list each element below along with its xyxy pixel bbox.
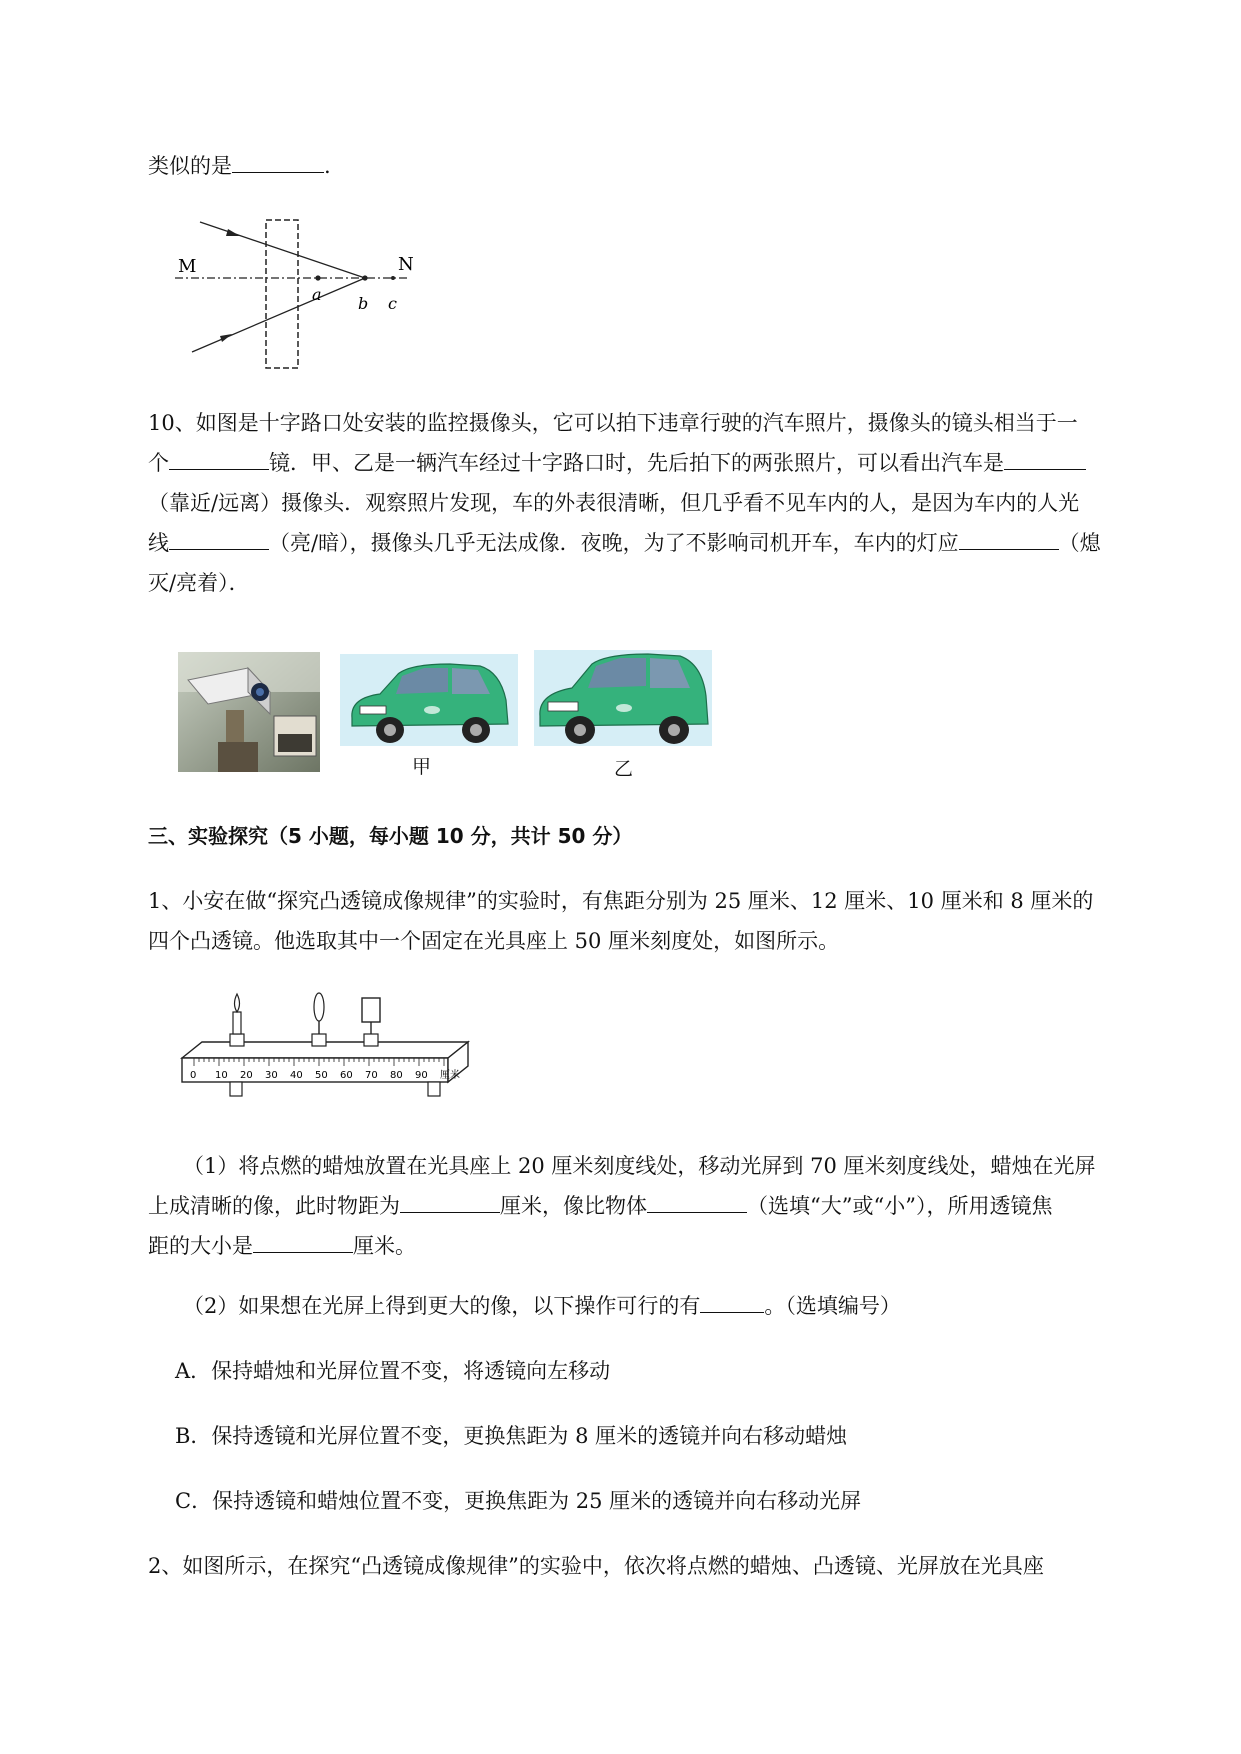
- caption-yi: 乙: [614, 758, 634, 780]
- answer-blank[interactable]: [232, 152, 324, 173]
- answer-blank[interactable]: [400, 1192, 500, 1213]
- answer-blank[interactable]: [169, 529, 269, 550]
- label-a: a: [312, 285, 322, 304]
- q10-line-2: 个 镜．甲、乙是一辆汽车经过十字路口时，先后拍下的两张照片，可以看出汽车是: [148, 449, 1086, 477]
- e2-line-1: 2、如图所示，在探究“凸透镜成像规律”的实验中，依次将点燃的蜡烛、凸透镜、光屏放在光具座: [148, 1554, 1044, 1578]
- scale-label: 80: [390, 1070, 403, 1081]
- answer-blank[interactable]: [959, 529, 1059, 550]
- answer-blank[interactable]: [700, 1292, 764, 1313]
- scale-label: 60: [340, 1070, 353, 1081]
- option-b: B．保持透镜和光屏位置不变，更换焦距为 8 厘米的透镜并向右移动蜡烛: [175, 1424, 848, 1448]
- option-a: A．保持蜡烛和光屏位置不变，将透镜向左移动: [175, 1359, 611, 1383]
- answer-blank[interactable]: [169, 449, 269, 470]
- label-b: b: [358, 294, 369, 313]
- option-c: C．保持透镜和蜡烛位置不变，更换焦距为 25 厘米的透镜并向右移动光屏: [175, 1489, 862, 1513]
- label-n: N: [398, 254, 414, 275]
- answer-blank[interactable]: [253, 1232, 353, 1253]
- optical-bench-diagram: [178, 990, 478, 1110]
- scale-label: 50: [315, 1070, 328, 1081]
- scale-label: 20: [240, 1070, 253, 1081]
- scale-label: 厘米: [440, 1070, 460, 1081]
- e1-part1-line-3: 距的大小是 厘米。: [148, 1234, 416, 1258]
- answer-blank[interactable]: [647, 1192, 747, 1213]
- q10-line-4: 线 （亮/暗），摄像头几乎无法成像．夜晚，为了不影响司机开车，车内的灯应 （熄: [148, 531, 1101, 555]
- e1-line-1: 1、小安在做“探究凸透镜成像规律”的实验时，有焦距分别为 25 厘米、12 厘米、10 厘米和 8 厘米的: [148, 889, 1094, 913]
- e1-part1-line-2: 上成清晰的像，此时物距为 厘米，像比物体 （选填“大”或“小”），所用透镜焦: [148, 1194, 1053, 1218]
- q10-line-5: 灭/亮着）．: [148, 571, 250, 595]
- scale-label: 90: [415, 1070, 428, 1081]
- car-photo-yi: [534, 650, 712, 746]
- e1-part1-line-1: （1）将点燃的蜡烛放置在光具座上 20 厘米刻度线处，移动光屏到 70 厘米刻度线处，蜡烛在光屏: [183, 1154, 1096, 1178]
- q9-tail-line: 类似的是 .: [148, 154, 331, 178]
- lens-ray-diagram: [170, 212, 414, 362]
- camera-photo: [178, 652, 320, 772]
- section-title: 三、实验探究（5 小题，每小题 10 分，共计 50 分）: [148, 824, 633, 848]
- scale-label: 40: [290, 1070, 303, 1081]
- label-m: M: [178, 256, 197, 277]
- q10-line-1: 10、如图是十字路口处安装的监控摄像头，它可以拍下违章行驶的汽车照片，摄像头的镜头相当于一: [148, 411, 1078, 435]
- caption-jia: 甲: [412, 756, 432, 778]
- e1-part2-line: （2）如果想在光屏上得到更大的像，以下操作可行的有 。（选填编号）: [183, 1294, 901, 1318]
- scale-label: 70: [365, 1070, 378, 1081]
- scale-label: 0: [190, 1070, 197, 1081]
- answer-blank[interactable]: [1004, 449, 1086, 470]
- scale-label: 10: [215, 1070, 228, 1081]
- car-photo-jia: [340, 654, 518, 746]
- q10-line-3: （靠近/远离）摄像头．观察照片发现，车的外表很清晰，但几乎看不见车内的人，是因为车内的人光: [148, 491, 1080, 515]
- scale-label: 30: [265, 1070, 278, 1081]
- label-c: c: [388, 294, 397, 313]
- e1-line-2: 四个凸透镜。他选取其中一个固定在光具座上 50 厘米刻度处，如图所示。: [148, 929, 840, 953]
